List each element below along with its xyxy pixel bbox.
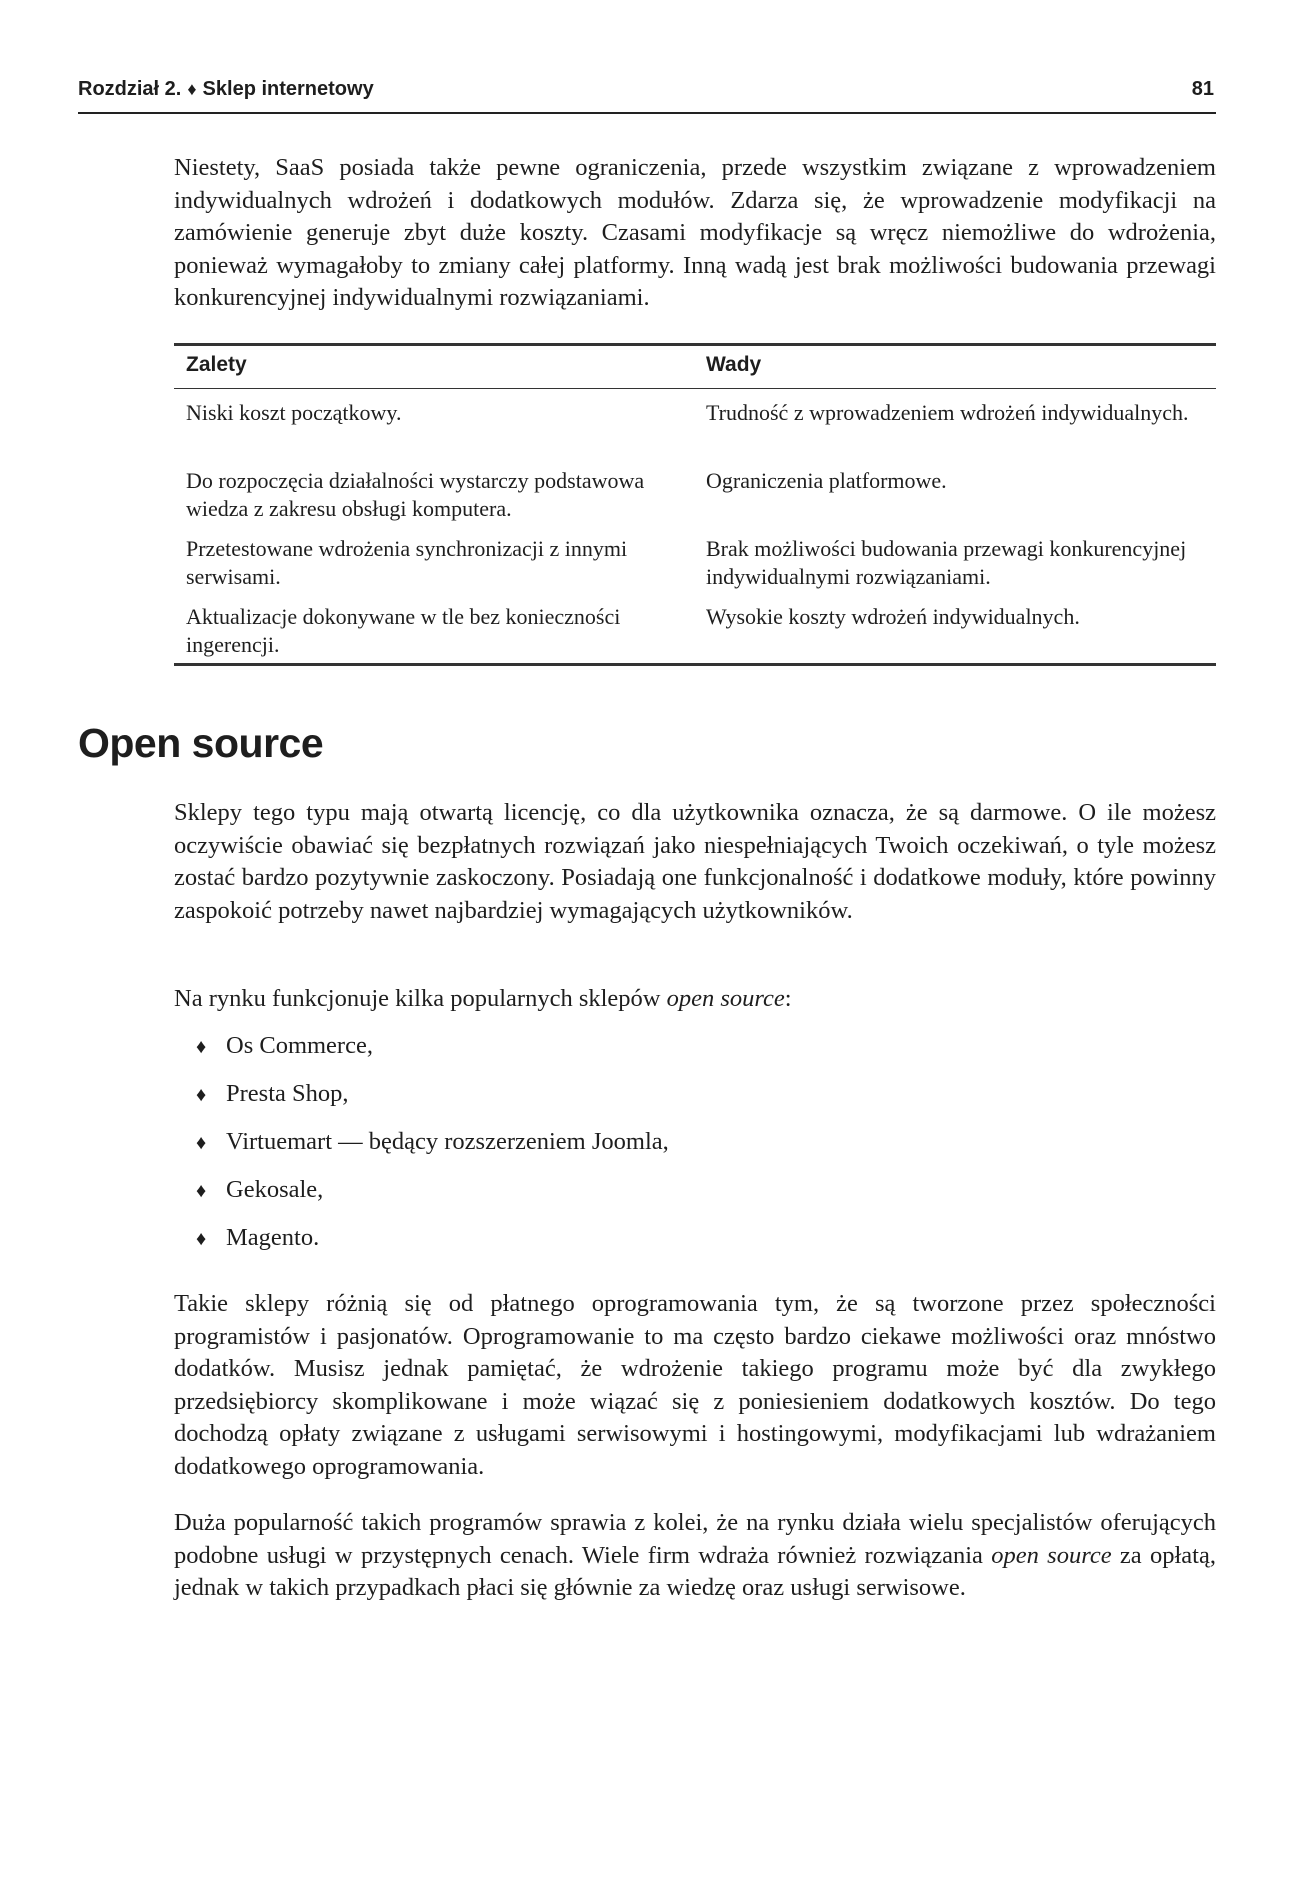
emphasis-open-source: open source [666,985,785,1012]
pros-cons-table [174,343,1216,673]
text: za opłatą, jednak w takich przypadkach płaci się głównie za wiedzę oraz usługi serwisowe. [174,1541,1216,1601]
text: Duża popularność takich programów sprawia z kolei, że na rynku działa wielu specjalistów oferujących podobne usługi w przystępnych cenach. Wiele firm wdraża również rozwiązania [174,1509,1216,1569]
list-item [196,1126,669,1159]
paragraph-popularity [174,1507,1216,1605]
bullet-diamond-icon: ♦ [196,1228,207,1250]
list-item-text: Virtuemart — będący rozszerzeniem Joomla, [226,1128,669,1155]
table-cell: Brak możliwości budowania przewagi konkurencyjnej indywidualnymi rozwiązaniami. [706,536,1187,589]
paragraph-list-intro [174,983,1216,1016]
bullet-diamond-icon: ♦ [196,1084,207,1106]
table-cell: Aktualizacje dokonywane w tle bez konieczności ingerencji. [186,604,621,657]
table-cell: Trudność z wprowadzeniem wdrożeń indywidualnych. [706,400,1189,425]
section-title: Open source [78,720,324,766]
list-item-text: Gekosale, [226,1176,324,1203]
list-item [196,1222,319,1255]
table-header-cons: Wady [706,353,762,376]
running-header [78,76,1216,114]
list-item-text: Magento. [226,1224,320,1251]
paragraph-community: Takie sklepy różnią się od płatnego oprogramowania tym, że są tworzone przez społeczności programistów i pasjonatów. Oprogramowanie to ma często bardzo ciekawe możliwości oraz mnóstwo dodatków. Musisz jednak pamiętać, że wdrożenie takiego programu może być dla zwykłego przedsiębiorcy skomplikowane i może wiązać się z poniesieniem dodatkowych kosztów. Do tego dochodzą opłaty związane z usługami serwisowymi i hostingowymi, modyfikacjami lub wdrażaniem dodatkowego oprogramowania. [174,1290,1216,1480]
table-cell: Wysokie koszty wdrożeń indywidualnych. [706,604,1080,629]
section-label: Sklep internetowy [202,78,374,100]
intro-paragraph: Niestety, SaaS posiada także pewne ograniczenia, przede wszystkim związane z wprowadzeniem indywidualnych wdrożeń i dodatkowych modułów. Zdarza się, że wprowadzenie modyfikacji na zamówienie generuje zbyt duże koszty. Czasami modyfikacje są wręcz niemożliwe do wdrożenia, ponieważ wymagałoby to zmiany całej platformy. Inną wadą jest brak możliwości budowania przewagi konkurencyjnej indywidualnymi rozwiązaniami. [174,154,1216,311]
separator-icon: ♦ [187,79,197,99]
table-cell: Do rozpoczęcia działalności wystarczy podstawowa wiedza z zakresu obsługi komputera. [186,468,645,521]
bullet-diamond-icon: ♦ [196,1180,207,1202]
table-cell: Przetestowane wdrożenia synchronizacji z innymi serwisami. [186,536,628,589]
table-cell: Ograniczenia platformowe. [706,468,947,493]
text: : [784,985,792,1012]
emphasis-open-source: open source [991,1541,1112,1569]
bullet-diamond-icon: ♦ [196,1036,207,1058]
list-item [196,1078,349,1111]
list-item [196,1174,323,1207]
page-number: 81 [1191,78,1214,100]
chapter-label: Rozdział 2. [78,78,182,100]
header-chapter [78,78,374,101]
list-item-text: Presta Shop, [226,1080,349,1107]
table-header-pros: Zalety [186,353,247,376]
paragraph-open-source-intro: Sklepy tego typu mają otwartą licencję, co dla użytkownika oznacza, że są darmowe. O ile możesz oczywiście obawiać się bezpłatnych rozwiązań jako niespełniających Twoich oczekiwań, o tyle możesz zostać bardzo pozytywnie zaskoczony. Posiadają one funkcjonalność i dodatkowe moduły, które powinny zaspokoić potrzeby nawet najbardziej wymagających użytkowników. [174,799,1216,924]
text: Na rynku funkcjonuje kilka popularnych sklepów [174,985,667,1012]
table-cell: Niski koszt początkowy. [186,400,402,425]
bullet-diamond-icon: ♦ [196,1132,207,1154]
table-bottom-rule [174,663,1216,666]
table-header-rule [174,388,1216,389]
list-item [196,1030,373,1063]
table-top-rule [174,343,1216,346]
list-item-text: Os Commerce, [226,1032,373,1059]
